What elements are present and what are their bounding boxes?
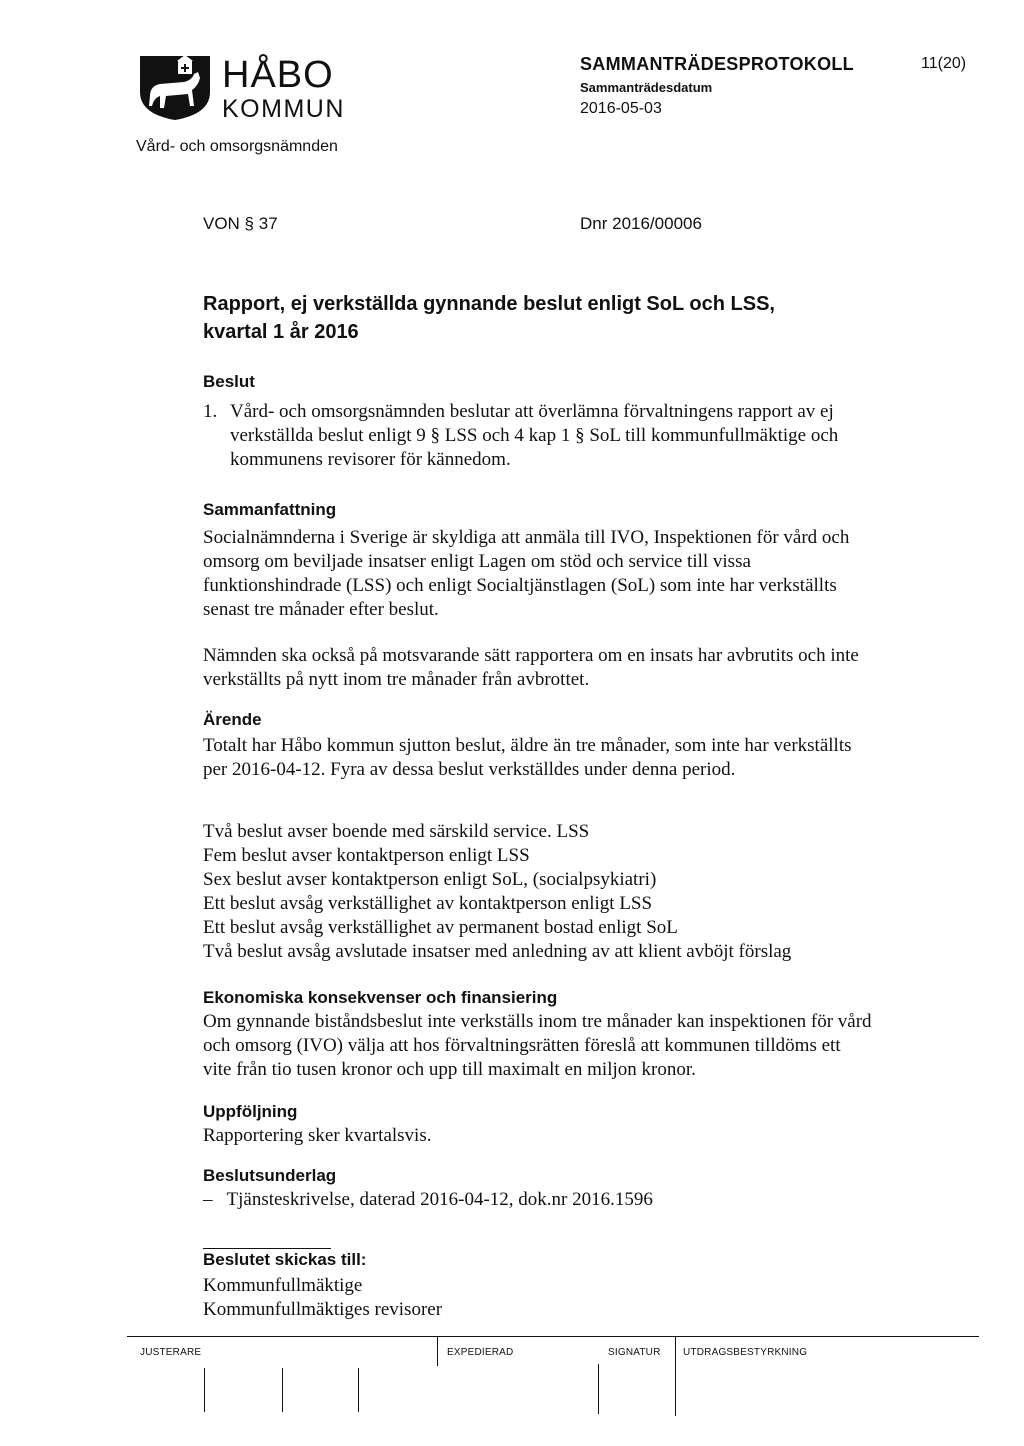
basis-document-item xyxy=(203,1188,653,1212)
section-heading-ekonomi: Ekonomiska konsekvenser och finansiering xyxy=(203,988,558,1007)
summary-paragraph-1: Socialnämnderna i Sverige är skyldiga att anmäla till IVO, Inspektionen för vård och omsorg om beviljade insatser enligt Lagen om stöd och service till vissa funktionshindrade (LSS) och enligt Socialtjänstlagen (SoL) som inte har verkställts senast tre månader efter beslut. xyxy=(203,527,850,620)
recipients-list xyxy=(203,1274,442,1322)
list-item: Två beslut avser boende med särskild service. LSS xyxy=(203,821,590,842)
list-item: Sex beslut avser kontaktperson enligt SoL, (socialpsykiatri) xyxy=(203,869,657,890)
economy-paragraph: Om gynnande biståndsbeslut inte verkställs inom tre månader kan inspektionen för vård och omsorg (IVO) välja att hos förvaltningsrätten föreslå att kommunen tilldöms ett vite från tio tusen kronor och upp till maximalt en miljon kronor. xyxy=(203,1011,872,1080)
page-number: 11(20) xyxy=(921,55,967,72)
case-paragraph: Totalt har Håbo kommun sjutton beslut, äldre än tre månader, som inte har verkställts per 2016-04-12. Fyra av dessa beslut verkställdes under denna period. xyxy=(203,735,852,780)
brand-name: HÅBO xyxy=(222,54,334,96)
footer-column-divider xyxy=(675,1336,676,1416)
followup-paragraph: Rapportering sker kvartalsvis. xyxy=(203,1125,432,1146)
section-heading-beslut: Beslut xyxy=(203,372,255,391)
section-heading-uppfoljning: Uppföljning xyxy=(203,1102,298,1121)
decision-number: 1. xyxy=(203,401,218,422)
page-title: Rapport, ej verkställda gynnande beslut enligt SoL och LSS, kvartal 1 år 2016 xyxy=(203,293,775,343)
meeting-date-value: 2016-05-03 xyxy=(580,100,662,117)
committee-name: Vård- och omsorgsnämnden xyxy=(136,138,338,155)
footer-label-signatur: SIGNATUR xyxy=(608,1347,661,1358)
basis-document-text: Tjänsteskrivelse, daterad 2016-04-12, dok.nr 2016.1596 xyxy=(226,1189,653,1210)
signature-field-divider xyxy=(598,1364,599,1414)
document-type: SAMMANTRÄDESPROTOKOLL xyxy=(580,54,854,74)
section-heading-beslutsunderlag: Beslutsunderlag xyxy=(203,1166,337,1185)
summary-paragraph-2: Nämnden ska också på motsvarande sätt rapportera om en insats har avbrutits och inte verkställts på nytt inom tre månader från avbrottet. xyxy=(203,645,859,690)
section-heading-skickas: Beslutet skickas till: xyxy=(203,1250,367,1269)
list-item: Kommunfullmäktiges revisorer xyxy=(203,1299,443,1320)
brand-subtitle: KOMMUN xyxy=(222,95,345,123)
divider xyxy=(203,1248,331,1249)
list-item: Fem beslut avser kontaktperson enligt LSS xyxy=(203,845,530,866)
footer-divider xyxy=(127,1336,979,1337)
list-dash: – xyxy=(203,1189,213,1210)
list-item: Ett beslut avsåg verkställighet av permanent bostad enligt SoL xyxy=(203,917,678,938)
footer-label-expedierad: EXPEDIERAD xyxy=(447,1347,514,1358)
paragraph-reference: VON § 37 xyxy=(203,214,278,233)
footer-column-divider xyxy=(437,1336,438,1366)
diary-number: Dnr 2016/00006 xyxy=(580,214,702,233)
meeting-date-label: Sammanträdesdatum xyxy=(580,80,713,95)
section-heading-sammanfattning: Sammanfattning xyxy=(203,500,337,519)
signature-field-divider xyxy=(204,1368,205,1412)
list-item: Två beslut avsåg avslutade insatser med anledning av att klient avböjt förslag xyxy=(203,941,792,962)
list-item: Ett beslut avsåg verkställighet av kontaktperson enligt LSS xyxy=(203,893,653,914)
section-heading-arende: Ärende xyxy=(203,710,262,729)
case-list xyxy=(203,820,903,964)
footer-label-utdragsbestyrkning: UTDRAGSBESTYRKNING xyxy=(683,1347,808,1358)
signature-field-divider xyxy=(358,1368,359,1412)
municipality-coat-of-arms-icon xyxy=(136,52,214,122)
footer-label-justerare: JUSTERARE xyxy=(140,1347,202,1358)
signature-field-divider xyxy=(282,1368,283,1412)
decision-text: Vård- och omsorgsnämnden beslutar att överlämna förvaltningens rapport av ej verkställda beslut enligt 9 § LSS och 4 kap 1 § SoL till kommunfullmäktige och kommunens revisorer för kännedom. xyxy=(230,401,839,470)
list-item: Kommunfullmäktige xyxy=(203,1275,363,1296)
